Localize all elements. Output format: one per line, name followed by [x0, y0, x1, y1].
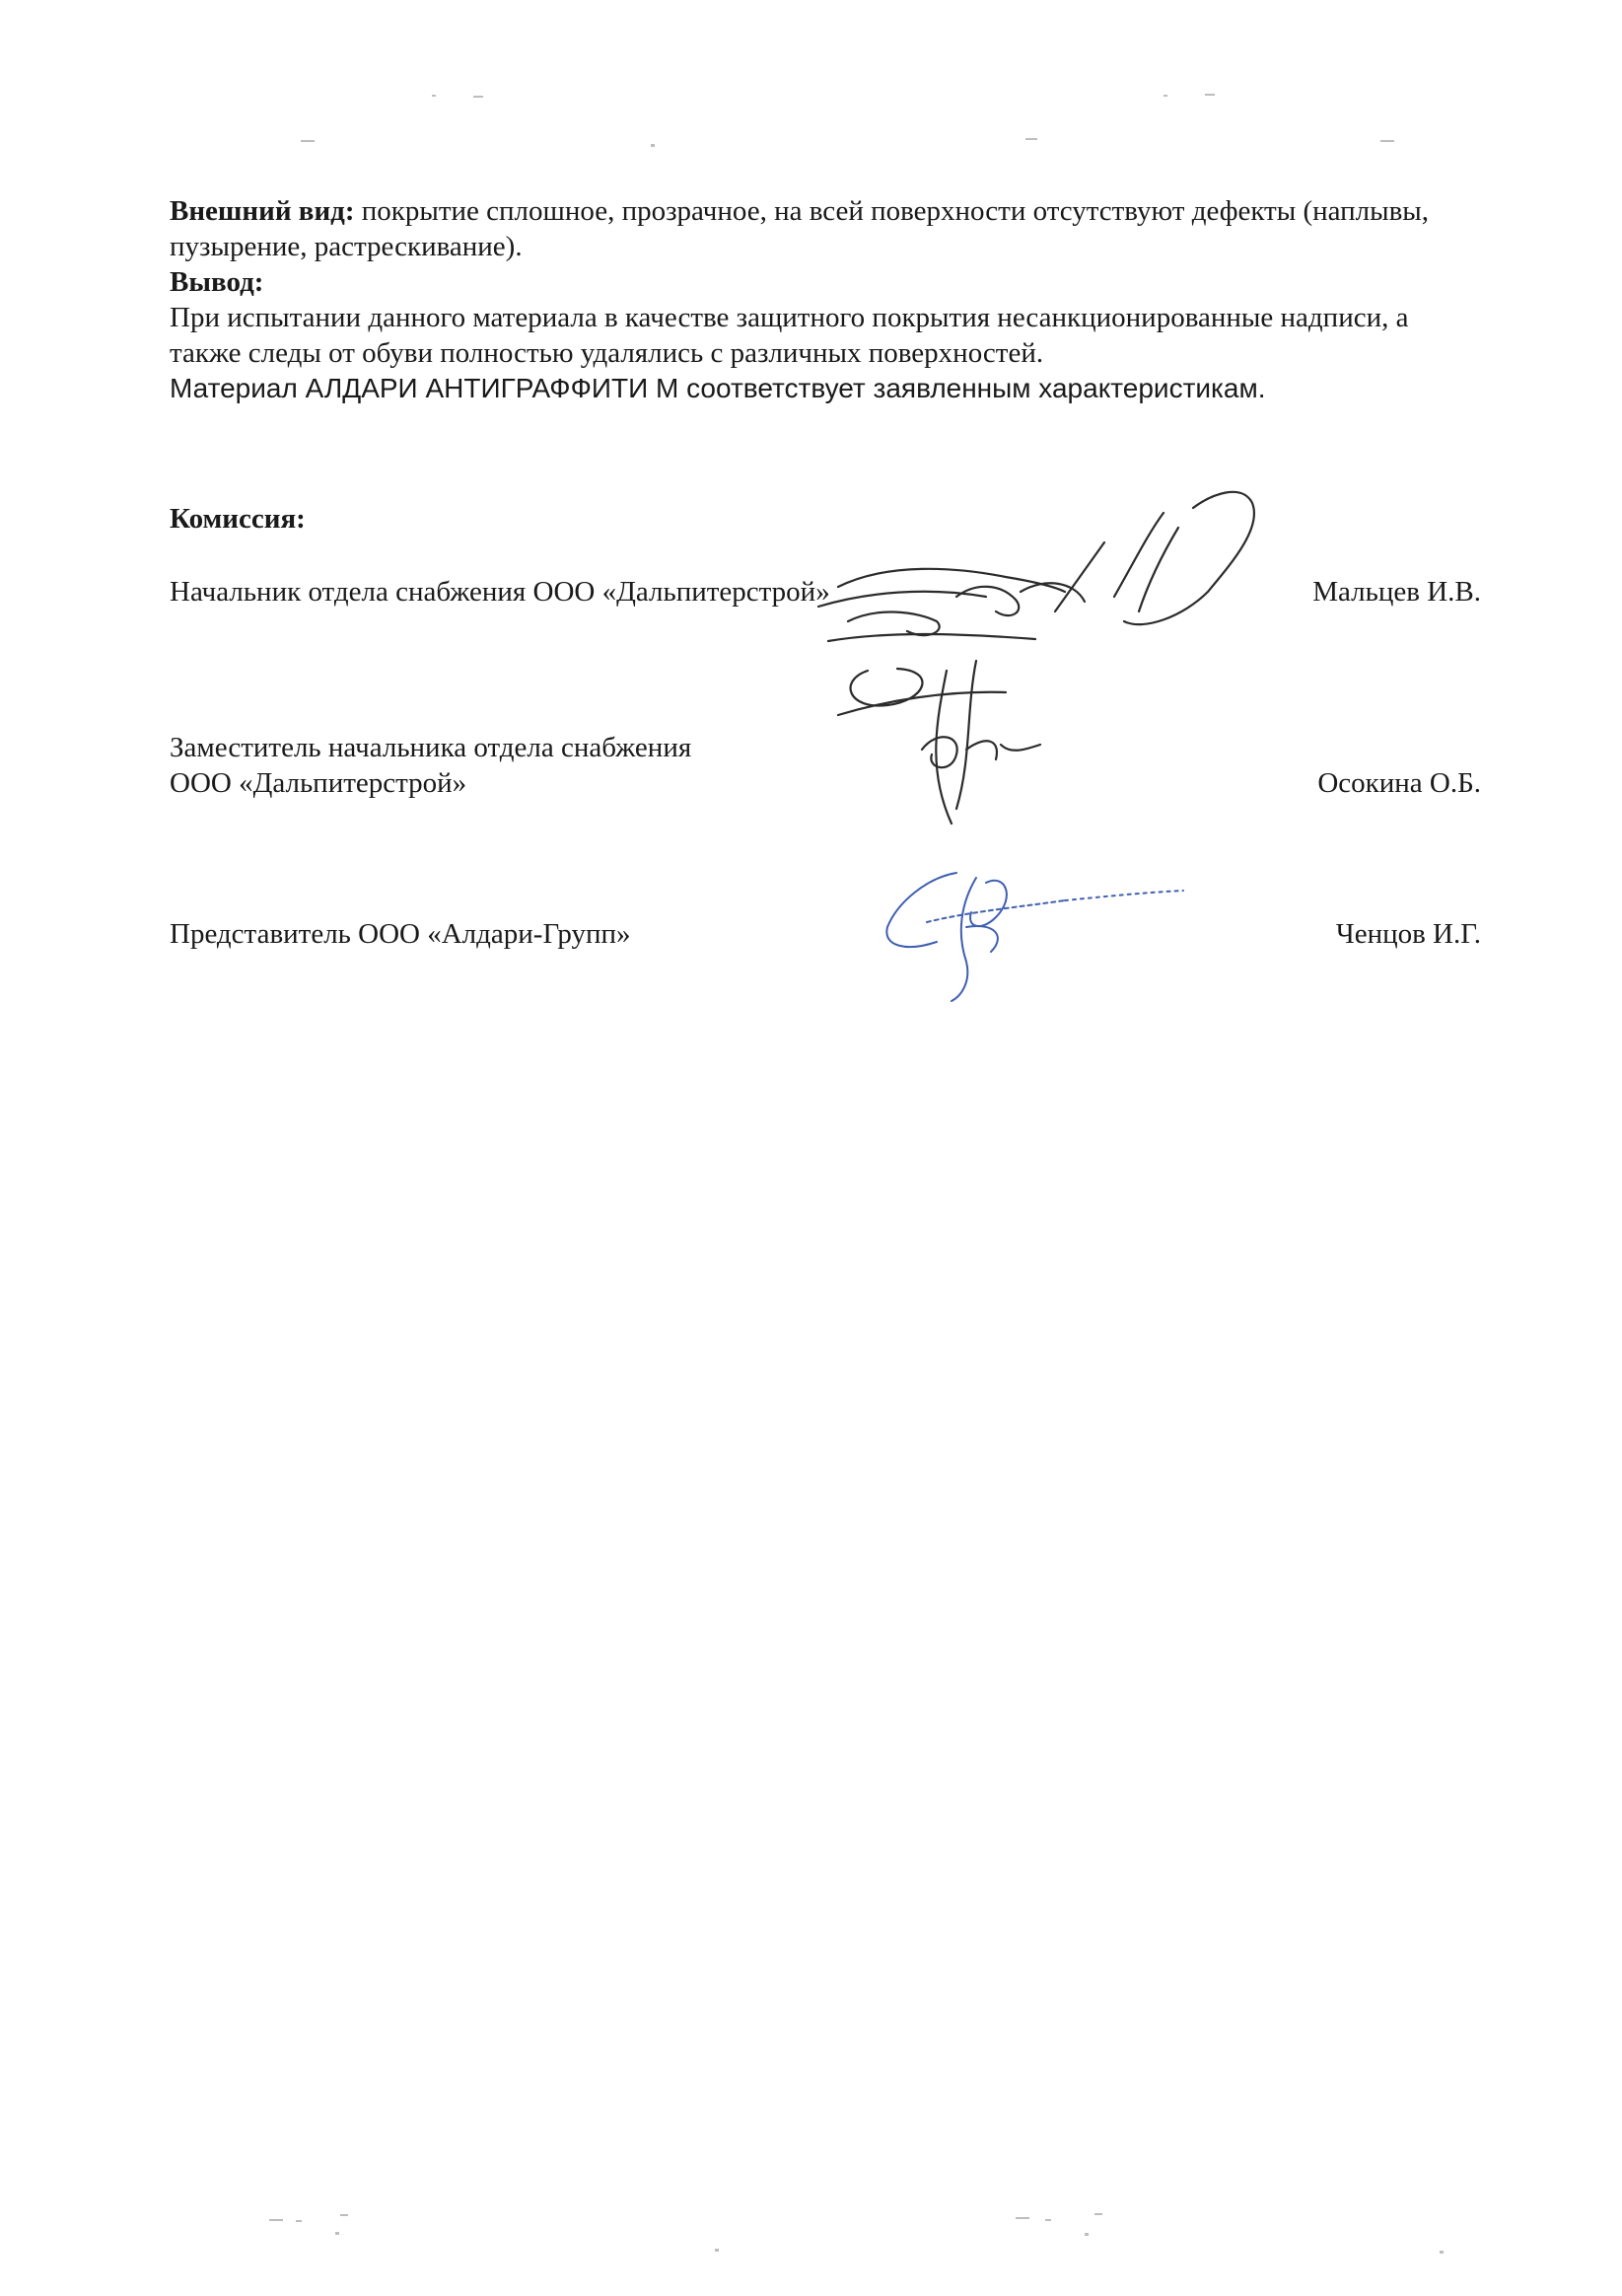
member-role — [170, 730, 919, 801]
appearance-paragraph — [170, 193, 1481, 264]
member-role — [170, 916, 919, 952]
scan-specks-bottom — [0, 2189, 1622, 2296]
commission-title: Комиссия: — [170, 503, 306, 535]
member-role-line: Начальник отдела снабжения ООО «Дальпитерстрой» — [170, 576, 830, 608]
member-name: Ченцов И.Г. — [1335, 918, 1481, 950]
conclusion-label: Вывод: — [170, 266, 264, 298]
findings-block — [170, 193, 1481, 406]
member-role — [170, 574, 919, 610]
member-role-line: Представитель ООО «Алдари-Групп» — [170, 918, 631, 950]
appearance-text: покрытие сплошное, прозрачное, на всей поверхности отсутствуют дефекты (наплывы, пузырение, растрескивание). — [170, 195, 1430, 262]
member-name: Осокина О.Б. — [1317, 767, 1481, 799]
scan-specks-top — [0, 0, 1622, 197]
member-role-line: ООО «Дальпитерстрой» — [170, 767, 467, 799]
member-role-line: Заместитель начальника отдела снабжения — [170, 732, 692, 763]
conclusion-line-2: Материал АЛДАРИ АНТИГРАФФИТИ М соответствует заявленным характеристикам. — [170, 373, 1266, 403]
conclusion-line-1: При испытании данного материала в качестве защитного покрытия несанкционированные надписи, а также следы от обуви полностью удалялись с различных поверхностей. — [170, 302, 1409, 369]
appearance-label: Внешний вид: — [170, 195, 355, 227]
member-name: Мальцев И.В. — [1312, 576, 1481, 608]
